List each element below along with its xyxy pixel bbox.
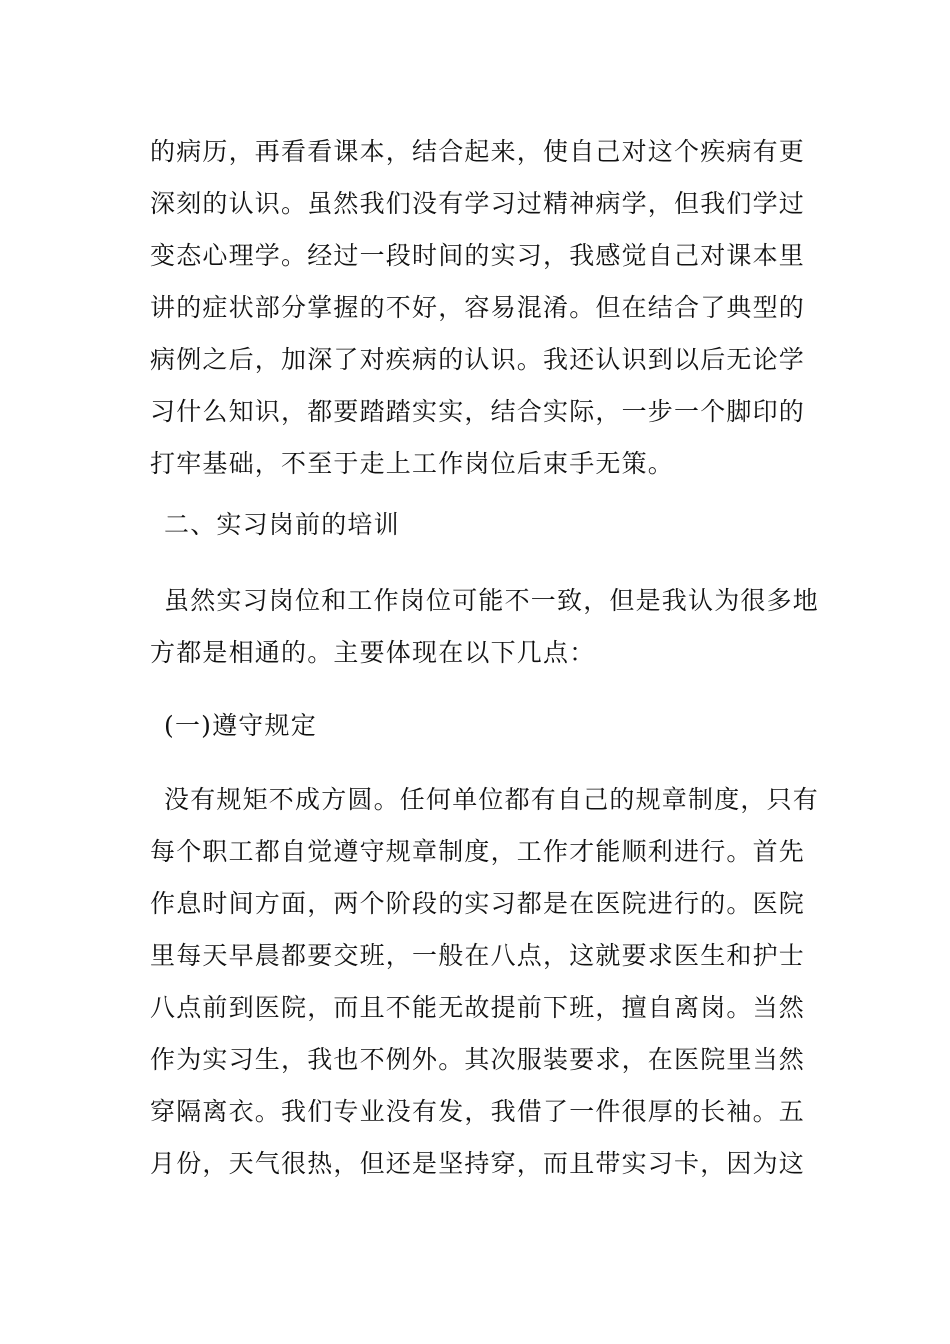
text-line: 习什么知识，都要踏踏实实，结合实际，一步一个脚印的 xyxy=(150,397,806,426)
text-line: 病例之后，加深了对疾病的认识。我还认识到以后无论学 xyxy=(150,345,806,374)
text-line: 打牢基础，不至于走上工作岗位后束手无策。 xyxy=(150,449,675,478)
subsection-heading xyxy=(150,700,810,752)
text-line: 里每天早晨都要交班，一般在八点，这就要求医生和护士 xyxy=(150,941,806,970)
text-line: 八点前到医院，而且不能无故提前下班，擅自离岗。当然 xyxy=(150,993,806,1022)
text-line: 作为实习生，我也不例外。其次服装要求，在医院里当然 xyxy=(150,1045,806,1074)
heading-text: 二、实习岗前的培训 xyxy=(164,510,400,539)
text-line: 没有规矩不成方圆。任何单位都有自己的规章制度，只有 xyxy=(164,785,820,814)
text-line: 讲的症状部分掌握的不好，容易混淆。但在结合了典型的 xyxy=(150,293,806,322)
text-line: 虽然实习岗位和工作岗位可能不一致，但是我认为很多地 xyxy=(164,586,820,615)
section-heading xyxy=(150,499,810,551)
text-line: 作息时间方面，两个阶段的实习都是在医院进行的。医院 xyxy=(150,889,806,918)
text-line: 的病历，再看看课本，结合起来，使自己对这个疾病有更 xyxy=(150,137,806,166)
text-line: 月份，天气很热，但还是坚持穿，而且带实习卡，因为这 xyxy=(150,1149,806,1178)
paragraph-medical-records xyxy=(150,126,810,490)
subheading-text: (一)遵守规定 xyxy=(164,711,317,740)
text-line: 每个职工都自觉遵守规章制度，工作才能顺利进行。首先 xyxy=(150,837,806,866)
text-line: 变态心理学。经过一段时间的实习，我感觉自己对课本里 xyxy=(150,241,806,270)
text-line: 深刻的认识。虽然我们没有学习过精神病学，但我们学过 xyxy=(150,189,806,218)
paragraph-internship-intro xyxy=(150,575,820,679)
paragraph-rules xyxy=(150,774,820,1190)
text-line: 方都是相通的。主要体现在以下几点： xyxy=(150,638,596,667)
text-line: 穿隔离衣。我们专业没有发，我借了一件很厚的长袖。五 xyxy=(150,1097,806,1126)
